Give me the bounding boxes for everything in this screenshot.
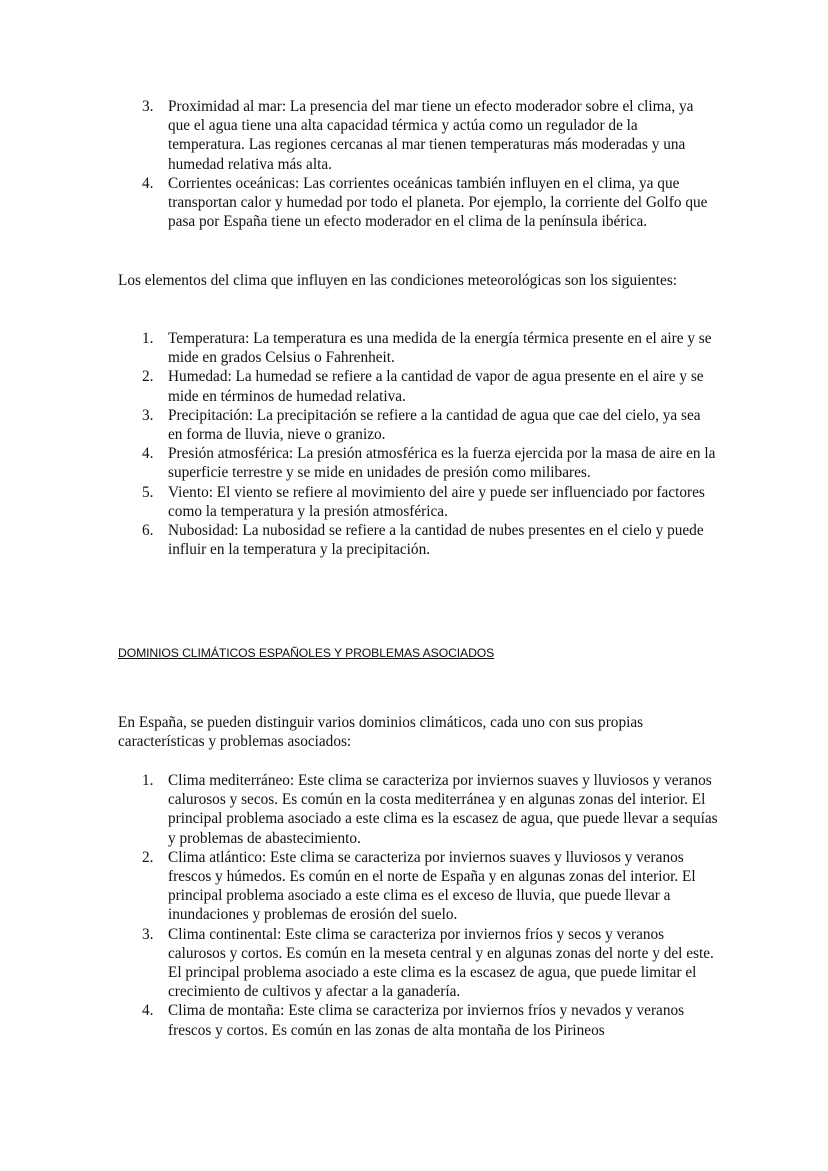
list-item-text: Precipitación: La precipitación se refiere a la cantidad de agua que cae del cielo, ya sea en forma de lluvia, nieve o granizo. [168, 406, 701, 444]
list-item-text: Temperatura: La temperatura es una medida de la energía térmica presente en el aire y se mide en grados Celsius o Fahrenheit. [168, 330, 712, 367]
list-item-text: Presión atmosférica: La presión atmosférica es la fuerza ejercida por la masa de aire en la superficie terrestre y se mide en unidades de presión como milibares. [168, 445, 716, 482]
climate-factors-list-continued [118, 97, 718, 231]
list-item-number: 5. [142, 483, 154, 501]
list-item [118, 97, 718, 174]
list-item-number: 4. [142, 1002, 154, 1020]
list-item-number: 2. [142, 848, 154, 866]
list-item-text: Nubosidad: La nubosidad se refiere a la cantidad de nubes presentes en el cielo y puede influir en la temperatura y la precipitación. [168, 522, 704, 559]
list-item [118, 444, 718, 482]
list-item-text: Clima mediterráneo: Este clima se caracteriza por inviernos suaves y lluviosos y veranos calurosos y secos. Es común en la costa mediterránea y en algunas zonas del interior. El principal problema asociado a este clima es la escasez de agua, que puede llevar a sequías y problemas de abastecimiento. [168, 772, 718, 847]
list-item [118, 771, 718, 848]
list-item [118, 406, 718, 444]
elements-intro-paragraph: Los elementos del clima que influyen en las condiciones meteorológicas son los siguientes: [118, 272, 678, 289]
list-item-number: 4. [142, 174, 154, 192]
list-item-number: 2. [142, 368, 154, 386]
list-item-text: Clima atlántico: Este clima se caracteriza por inviernos suaves y lluviosos y veranos frescos y húmedos. Es común en el norte de España y en algunas zonas del interior. El principal problema asociado a este clima es el exceso de lluvia, que puede llevar a inundaciones y problemas de erosión del suelo. [168, 848, 696, 924]
list-item [118, 925, 718, 1002]
domains-intro-paragraph: En España, se pueden distinguir varios dominios climáticos, cada uno con sus propias características y problemas asociados: [118, 714, 644, 751]
list-item-text: Humedad: La humedad se refiere a la cantidad de vapor de agua presente en el aire y se mide en términos de humedad relativa. [168, 368, 704, 405]
climate-domains-list [118, 771, 718, 1040]
list-item-number: 3. [142, 406, 154, 424]
list-item [118, 483, 718, 521]
list-item-number: 3. [142, 925, 154, 943]
section-heading: DOMINIOS CLIMÁTICOS ESPAÑOLES Y PROBLEMAS ASOCIADOS [118, 646, 495, 660]
list-item [118, 1001, 718, 1039]
list-item-number: 4. [142, 445, 154, 463]
list-item [118, 521, 718, 559]
climate-elements-list [118, 329, 718, 559]
list-item-text: Clima continental: Este clima se caracteriza por inviernos fríos y secos y veranos calurosos y cortos. Es común en la meseta central y en algunas zonas del norte y del este. El principal problema asociado a este clima es la escasez de agua, que puede limitar el crecimiento de cultivos y afectar a la ganadería. [168, 925, 714, 1001]
list-item [118, 367, 718, 405]
list-item-text: Clima de montaña: Este clima se caracteriza por inviernos fríos y nevados y veranos frescos y cortos. Es común en las zonas de alta montaña de los Pirineos [168, 1002, 685, 1039]
list-item-text: Viento: El viento se refiere al movimiento del aire y puede ser influenciado por factores como la temperatura y la presión atmosférica. [168, 483, 705, 520]
list-item-number: 6. [142, 522, 154, 540]
list-item-number: 1. [142, 330, 154, 347]
list-item [118, 848, 718, 925]
list-item-text: Corrientes oceánicas: Las corrientes oceánicas también influyen en el clima, ya que transportan calor y humedad por todo el planeta. Por ejemplo, la corriente del Golfo que pasa por España tiene un efecto moderador en el clima de la península ibérica. [168, 174, 708, 231]
list-item [118, 174, 718, 232]
list-item-number: 3. [142, 98, 154, 115]
list-item [118, 329, 718, 367]
list-item-text: Proximidad al mar: La presencia del mar tiene un efecto moderador sobre el clima, ya que el agua tiene una alta capacidad térmica y actúa como un regulador de la temperatura. Las regiones cercanas al mar tienen temperaturas más moderadas y una humedad relativa más alta. [168, 98, 694, 173]
list-item-number: 1. [142, 772, 154, 789]
